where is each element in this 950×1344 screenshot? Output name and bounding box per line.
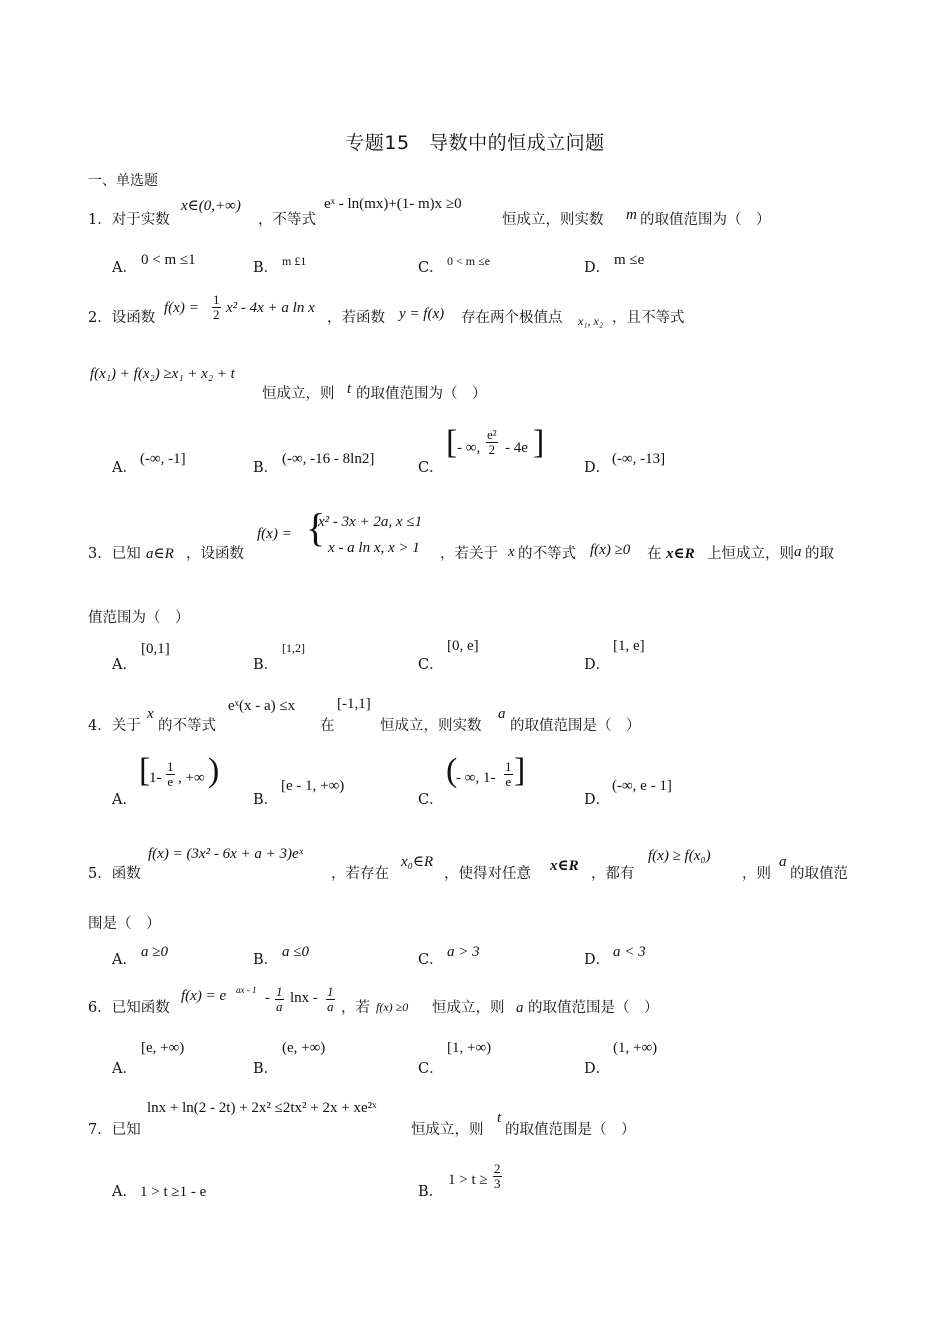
q5-option-a: a ≥0: [141, 944, 168, 960]
q5-text-5: 的取值范: [790, 866, 848, 882]
q3-text-4: 在: [647, 546, 662, 562]
q2-option-b: (-∞, -16 - 8ln2]: [282, 451, 375, 467]
q5-x0: x₀∈R: [401, 854, 434, 870]
q4-a: a: [498, 706, 506, 722]
q6-minus-1: -: [265, 990, 270, 1006]
q6-fx: f(x) = e: [181, 988, 227, 1004]
q5-number: 5．函数: [88, 866, 141, 882]
q5-text-3: ，都有: [591, 866, 635, 882]
q3-inequality: f(x) ≥0: [590, 542, 631, 558]
q4-option-a-left-bracket: [: [139, 752, 151, 789]
q1-option-c-label: C．: [418, 260, 444, 276]
q4-option-c-pre: - ∞, 1-: [456, 770, 496, 786]
q5-line-2: 围是（ ）: [88, 916, 161, 932]
q1-option-a: 0 < m ≤1: [141, 252, 196, 268]
q3-text-5: 上恒成立，则: [707, 546, 794, 562]
q2-option-a-label: A．: [112, 460, 137, 476]
q4-interval: [-1,1]: [337, 696, 371, 712]
q7-t: t: [497, 1110, 502, 1126]
q4-number: 4．关于: [88, 718, 141, 734]
q4-option-a-frac: $\frac{1}{e}$: [167, 759, 174, 789]
q1-text-2: 恒成立，则实数: [502, 212, 604, 228]
q7-option-b-label: B．: [418, 1184, 444, 1200]
q3-brace: {: [306, 505, 326, 550]
q4-option-a-post: , +∞: [178, 770, 205, 786]
q4-text-1: 的不等式: [158, 718, 216, 734]
q6-option-c: [1, +∞): [447, 1040, 492, 1056]
q7-option-a-label: A．: [112, 1184, 137, 1200]
q3-fx: f(x) =: [257, 526, 292, 542]
q2-text-3: ，且不等式: [612, 310, 685, 326]
q3-option-b-label: B．: [253, 657, 279, 673]
q3-x: x: [508, 544, 515, 560]
q4-option-c-left-paren: (: [446, 752, 458, 789]
q1-option-d-label: D．: [584, 260, 611, 276]
q4-text-2: 在: [320, 718, 335, 734]
q6-option-a: [e, +∞): [141, 1040, 185, 1056]
q3-text-1: ，设函数: [186, 546, 244, 562]
q5-option-a-label: A．: [112, 952, 137, 968]
q3-option-c: [0, e]: [447, 638, 479, 654]
q2-option-d-label: D．: [584, 460, 611, 476]
q5-inequality: f(x) ≥ f(x₀): [648, 848, 711, 864]
q1-text-1: ，不等式: [258, 212, 316, 228]
q2-points: x₁, x₂: [578, 314, 603, 328]
q3-a: a∈R: [146, 546, 174, 562]
section-heading: 一、单选题: [88, 173, 158, 189]
q6-option-d: (1, +∞): [613, 1040, 658, 1056]
q4-option-a-pre: 1-: [149, 770, 162, 786]
q2-inequality: f(x₁) + f(x₂) ≥x₁ + x₂ + t: [90, 366, 235, 382]
q2-option-c-right-bracket: ]: [533, 424, 545, 461]
q1-option-b-label: B．: [253, 260, 279, 276]
q2-text-1: ，若函数: [327, 310, 385, 326]
q3-text-2: ，若关于: [440, 546, 498, 562]
q3-option-a-label: A．: [112, 657, 137, 673]
q5-option-b-label: B．: [253, 952, 279, 968]
q7-option-b-pre: 1 > t ≥: [448, 1172, 488, 1188]
q1-text-3: 的取值范围为（ ）: [640, 212, 771, 228]
q2-option-c-pre: - ∞,: [457, 440, 481, 456]
q4-option-a-label: A．: [112, 792, 137, 808]
q5-option-c-label: C．: [418, 952, 444, 968]
q3-text-6: 的取: [805, 546, 834, 562]
q3-option-a: [0,1]: [141, 641, 170, 657]
page-title: 专题15 导数中的恒成立问题: [345, 132, 605, 154]
q2-text-4: 恒成立，则: [262, 386, 335, 402]
q2-option-c-post: - 4e: [505, 440, 528, 456]
q2-half: $\frac{1}{2}$: [213, 292, 220, 322]
q6-option-d-label: D．: [584, 1061, 611, 1077]
q4-option-b-label: B．: [253, 792, 279, 808]
q2-option-b-label: B．: [253, 460, 279, 476]
q4-inequality: eˣ(x - a) ≤x: [228, 698, 296, 714]
q4-option-c-label: C．: [418, 792, 444, 808]
q3-domain: x∈R: [666, 546, 695, 562]
q4-option-b: [e - 1, +∞): [281, 778, 345, 794]
q1-number: 1．对于实数: [88, 212, 170, 228]
q6-option-b: (e, +∞): [282, 1040, 326, 1056]
q4-option-a-right-paren: ): [208, 752, 220, 789]
q3-option-c-label: C．: [418, 657, 444, 673]
q5-option-d: a < 3: [613, 944, 646, 960]
q3-option-d-label: D．: [584, 657, 611, 673]
q5-text-4: ，则: [742, 866, 771, 882]
q5-option-d-label: D．: [584, 952, 611, 968]
q5-fx: f(x) = (3x² - 6x + a + 3)eˣ: [148, 846, 303, 862]
q1-condition: x∈(0,+∞): [181, 198, 241, 214]
q6-text-2: 恒成立，则: [432, 1000, 505, 1016]
q2-option-c-frac: $\frac{\text{e²}}{2}$: [487, 427, 497, 457]
q2-t: t: [347, 381, 352, 397]
q2-option-a: (-∞, -1]: [140, 451, 186, 467]
q6-frac-2: $\frac{1}{a}$: [327, 984, 334, 1014]
q6-frac-1: $\frac{1}{a}$: [276, 984, 283, 1014]
q4-option-d-label: D．: [584, 792, 611, 808]
q7-option-a: 1 > t ≥1 - e: [140, 1184, 207, 1200]
q6-number: 6．已知函数: [88, 1000, 170, 1016]
q6-ln: lnx -: [290, 990, 318, 1006]
q2-option-c-label: C．: [418, 460, 444, 476]
q6-text-1: ，若: [341, 1000, 370, 1016]
q4-text-4: 的取值范围是（ ）: [510, 718, 641, 734]
q7-option-b-frac: $\frac{2}{3}$: [494, 1161, 501, 1191]
q3-option-b: [1,2]: [282, 641, 305, 655]
q5-a: a: [779, 854, 787, 870]
q1-option-d: m ≤e: [614, 252, 645, 268]
q7-inequality: lnx + ln(2 - 2t) + 2x² ≤2tx² + 2x + xe²ˣ: [147, 1100, 377, 1116]
q7-number: 7．已知: [88, 1122, 141, 1138]
q4-option-c-right-bracket: ]: [514, 752, 526, 789]
q5-text-1: ，若存在: [331, 866, 389, 882]
q3-case-1: x² - 3x + 2a, x ≤1: [318, 514, 423, 530]
q6-exponent: ax - 1: [236, 985, 257, 995]
q3-number: 3．已知: [88, 546, 141, 562]
q7-text-2: 的取值范围是（ ）: [505, 1122, 636, 1138]
q6-a: a: [516, 1000, 524, 1016]
q3-line-2: 值范围为（ ）: [88, 610, 190, 626]
q6-inequality: f(x) ≥0: [376, 1000, 409, 1014]
q4-option-c-frac: $\frac{1}{e}$: [505, 759, 512, 789]
q2-option-c-left-bracket: [: [446, 424, 458, 461]
q2-number: 2．设函数: [88, 310, 156, 326]
q5-option-c: a > 3: [447, 944, 480, 960]
q5-text-2: ，使得对任意: [444, 866, 531, 882]
q6-option-c-label: C．: [418, 1061, 444, 1077]
q7-text-1: 恒成立，则: [411, 1122, 484, 1138]
q1-option-c: 0 < m ≤e: [447, 254, 491, 268]
q5-option-b: a ≤0: [282, 944, 309, 960]
q2-text-2: 存在两个极值点: [461, 310, 563, 326]
q1-inequality: eˣ - ln(mx)+(1- m)x ≥0: [324, 196, 462, 212]
q2-text-5: 的取值范围为（ ）: [356, 386, 487, 402]
q4-x: x: [147, 706, 154, 722]
q3-case-2: x - a ln x, x > 1: [328, 540, 420, 556]
q3-option-d: [1, e]: [613, 638, 645, 654]
q3-text-3: 的不等式: [518, 546, 576, 562]
q2-option-d: (-∞, -13]: [612, 451, 666, 467]
q1-var: m: [626, 207, 637, 223]
q4-text-3: 恒成立，则实数: [380, 718, 482, 734]
q6-text-3: 的取值范围是（ ）: [528, 1000, 659, 1016]
q5-xr: x∈R: [550, 858, 579, 874]
q2-y: y = f(x): [399, 306, 445, 322]
q1-option-a-label: A．: [112, 260, 137, 276]
q2-expression: x² - 4x + a ln x: [226, 300, 315, 316]
q6-option-b-label: B．: [253, 1061, 279, 1077]
q4-option-d: (-∞, e - 1]: [612, 778, 672, 794]
q6-option-a-label: A．: [112, 1061, 137, 1077]
q1-option-b: m £1: [282, 254, 307, 268]
q2-fx: f(x) =: [164, 300, 199, 316]
q3-a-var: a: [794, 544, 802, 560]
